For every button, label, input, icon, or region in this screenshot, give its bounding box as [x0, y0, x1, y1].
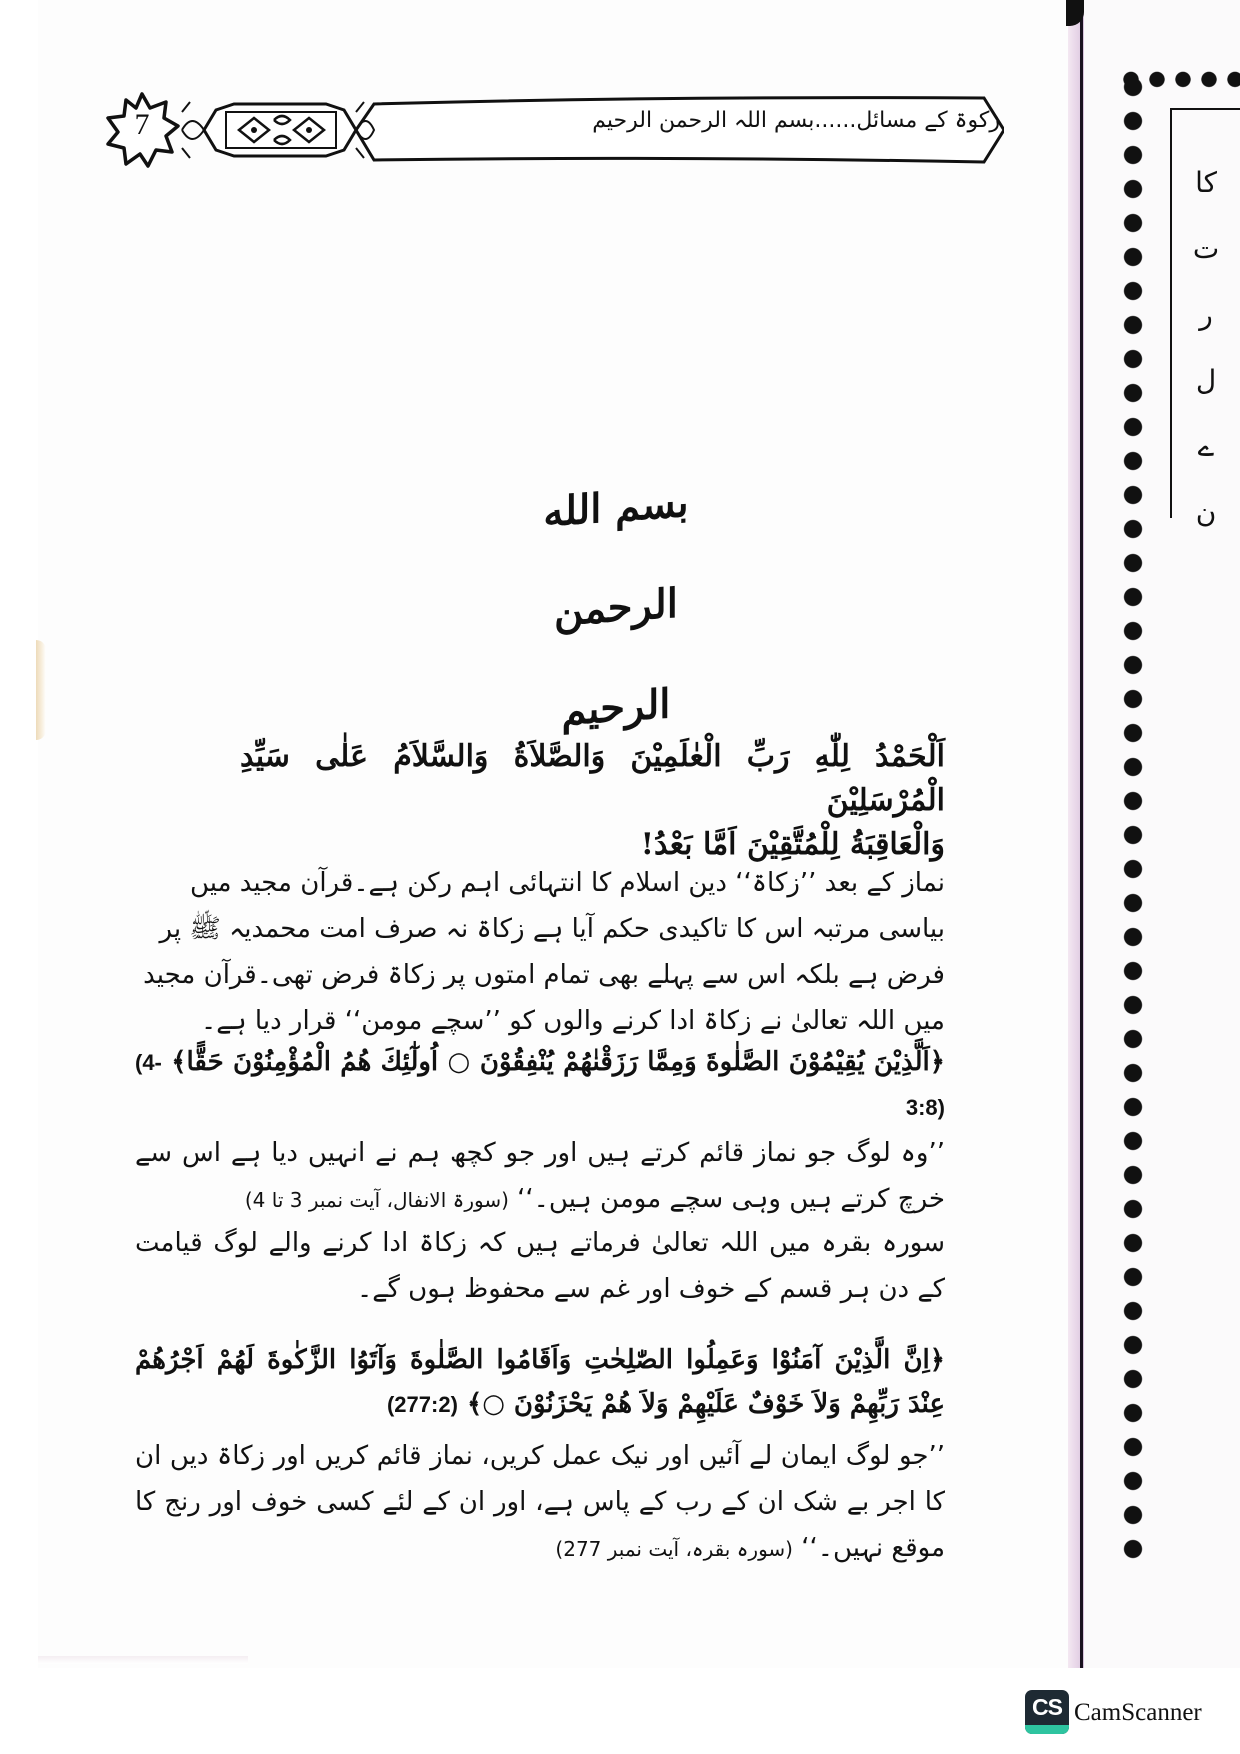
- verse-baqarah-reference: (277:2): [386, 1392, 458, 1417]
- verse-anfal-reference: (4-3:8): [135, 1050, 945, 1120]
- facing-page-glyph: ر: [1199, 298, 1213, 331]
- facing-page-glyph: ے: [1197, 430, 1215, 463]
- page-bottom-shadow: [38, 1656, 248, 1664]
- facing-page-glyph: ل: [1195, 364, 1217, 397]
- verse-baqarah: [135, 1338, 945, 1572]
- verse-anfal-source: (سورۃ الانفال، آیت نمبر 3 تا 4): [244, 1188, 509, 1212]
- verse-anfal: [135, 1040, 945, 1223]
- verse-anfal-translation: ’’وہ لوگ جو نماز قائم کرتے ہیں اور جو کچھ ہم نے انہیں دیا ہے اس سے خرچ کرتے ہیں وہی سچے مومن ہیں۔‘‘: [135, 1138, 945, 1214]
- verse-baqarah-translation: ’’جو لوگ ایمان لے آئیں اور نیک عمل کریں، نماز قائم کریں اور زکاۃ دیں ان کا اجر بے شک ان کے رب کے پاس ہے، اور ان کے لئے کسی خوف اور رنج کا موقع نہیں۔‘‘: [135, 1441, 945, 1563]
- camscanner-watermark-text: CamScanner: [1074, 1699, 1202, 1726]
- verse-anfal-arabic: ﴿اَلَّذِيْنَ يُقِيْمُوْنَ الصَّلٰوةَ وَمِمَّا رَزَقْنٰهُمْ يُنْفِقُوْنَ ○ اُولٰٓئِكَ هُمُ الْمُؤْمِنُوْنَ حَقًّا﴾: [171, 1047, 945, 1077]
- bismillah-calligraphy: بسم الله الرحمن الرحيم: [543, 478, 689, 735]
- camscanner-logo-text: CS: [1032, 1694, 1062, 1720]
- paragraph-zakat-importance: نماز کے بعد ’’زکاۃ‘‘ دین اسلام کا انتہائی اہم رکن ہے۔قرآن مجید میں بیاسی مرتبہ اس کا تاکیدی حکم آیا ہے زکاۃ نہ صرف امت محمدیہ ﷺ پر فرض ہے بلکہ اس سے پہلے بھی تمام امتوں پر زکاۃ فرض تھی۔قرآن مجید میں اللہ تعالیٰ نے زکاۃ ادا کرنے والوں کو ’’سچے مومن‘‘ قرار دیا ہے۔: [143, 868, 945, 1036]
- facing-page-frame-line: [1170, 108, 1172, 518]
- facing-page-frame-top: [1170, 108, 1240, 110]
- verse-baqarah-arabic: ﴿اِنَّ الَّذِيْنَ آمَنُوْا وَعَمِلُوا الصّٰلِحٰتِ وَاَقَامُوا الصَّلٰوةَ وَآتَوُا الزَّكٰوةَ لَهُمْ اَجْرُهُمْ عِنْدَ رَبِّهِمْ وَلاَ خَوْفٌ عَلَيْهِمْ وَلاَ هُمْ يَحْزَنُوْنَ ○﴾: [135, 1345, 945, 1419]
- camscanner-logo-icon: [1025, 1690, 1069, 1734]
- facing-page-glyph: ن: [1195, 496, 1217, 529]
- running-title: زکوۃ کے مسائل......بسم اللہ الرحمن الرحیم: [592, 108, 1000, 133]
- camscanner-logo-band: [1025, 1725, 1069, 1734]
- opening-dua: [240, 735, 945, 867]
- opening-dua-line-2: وَالْعَاقِبَةُ لِلْمُتَّقِيْنَ اَمَّا بَعْدُ!: [640, 827, 945, 862]
- facing-page-text-fragments: [1186, 150, 1226, 546]
- page-number: 7: [134, 108, 150, 141]
- page-edge-stain: [36, 640, 46, 740]
- facing-page-glyph: ت: [1192, 232, 1220, 265]
- opening-dua-line-1: اَلْحَمْدُ لِلّٰهِ رَبِّ الْعٰلَمِيْنَ وَالصَّلاَةُ وَالسَّلاَمُ عَلٰى سَيِّدِ الْمُرْسَلِيْنَ: [240, 739, 945, 818]
- paragraph-surah-baqarah: سورہ بقرہ میں اللہ تعالیٰ فرماتے ہیں کہ زکاۃ ادا کرنے والے لوگ قیامت کے دن ہر قسم کے خوف اور غم سے محفوظ ہوں گے۔: [135, 1228, 945, 1304]
- gutter-line: [1080, 0, 1083, 1668]
- verse-baqarah-source: (سورہ بقرہ، آیت نمبر 277): [555, 1537, 793, 1561]
- facing-page-glyph: کا: [1195, 166, 1217, 199]
- facing-page-ornamental-border: [1118, 70, 1148, 1570]
